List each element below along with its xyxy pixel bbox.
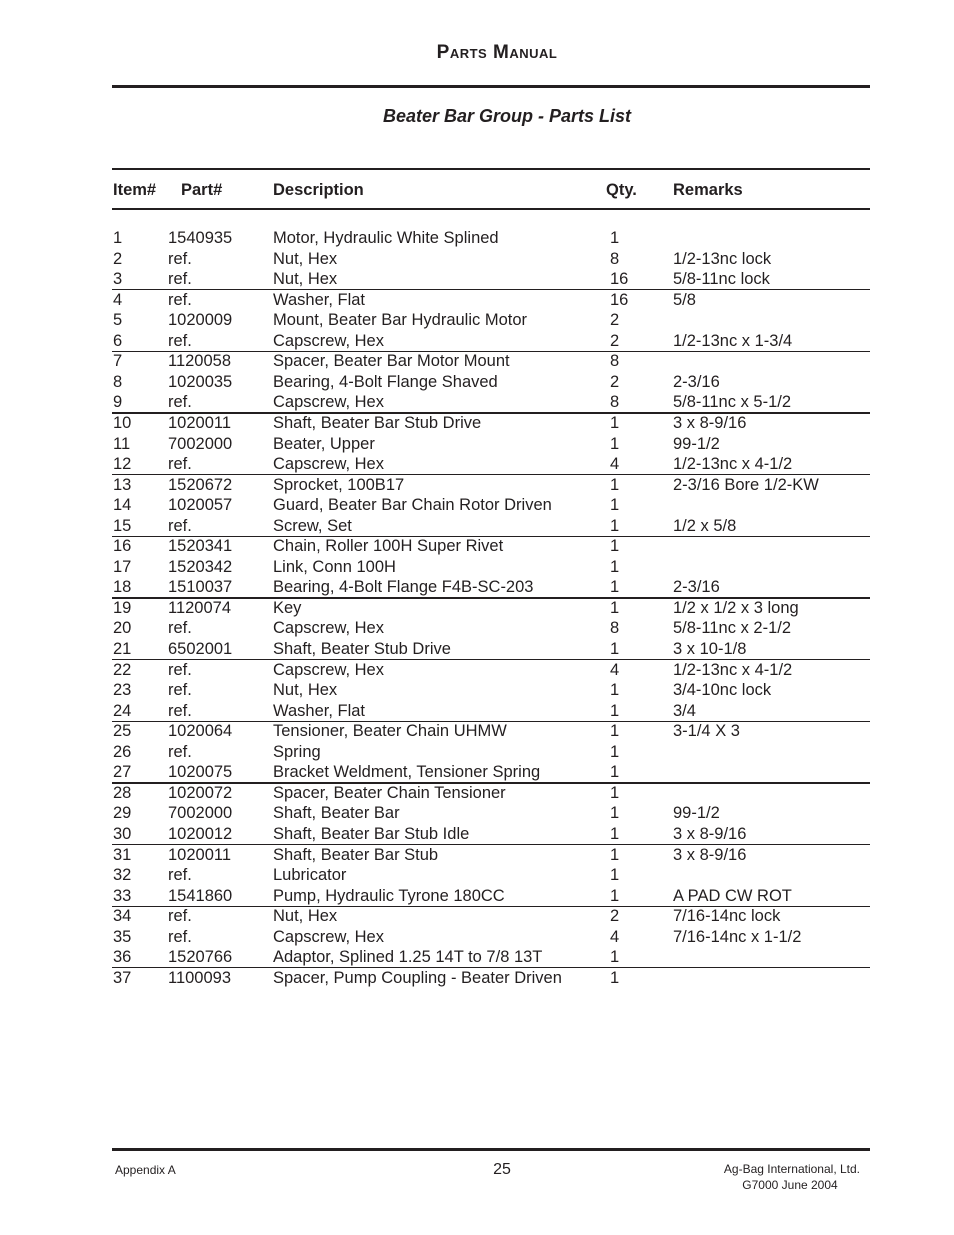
table-row [0,639,954,660]
item-number: 3 [113,270,123,289]
remarks: 2-3/16 [673,578,720,597]
table-row [0,269,954,290]
item-number: 4 [113,290,123,309]
quantity: 1 [610,948,620,967]
column-header-item: Item# [113,181,157,199]
item-number: 29 [113,804,132,823]
quantity: 1 [610,413,620,432]
table-row [0,331,954,352]
part-number: ref. [168,516,192,535]
footer-company: Ag-Bag International, Ltd. [723,1162,860,1176]
part-number: 1520672 [168,475,233,494]
quantity: 2 [610,311,620,330]
quantity: 1 [610,598,620,617]
quantity: 1 [610,845,620,864]
description: Mount, Beater Bar Hydraulic Motor [273,311,528,330]
table-row [0,618,954,639]
remarks: 3 x 8-9/16 [673,845,747,864]
part-number: ref. [168,681,192,700]
table-row [0,598,954,619]
remarks: 5/8-11nc lock [673,270,770,289]
quantity: 1 [610,496,620,515]
quantity: 16 [610,290,629,309]
description: Screw, Set [273,516,352,535]
part-number: ref. [168,660,192,679]
part-number: ref. [168,619,192,638]
quantity: 1 [610,640,620,658]
column-header-qty: Qty. [606,181,637,199]
remarks: 1/2-13nc lock [673,249,772,268]
part-number: 1541860 [168,886,233,905]
part-number: ref. [168,270,192,289]
quantity: 1 [610,866,620,885]
table-row [0,372,954,393]
description: Spacer, Beater Bar Motor Mount [273,352,510,371]
remarks: 3 x 8-9/16 [673,824,747,843]
table-row [0,577,954,598]
description: Pump, Hydraulic Tyrone 180CC [273,886,505,905]
remarks: 7/16-14nc lock [673,907,781,926]
remarks: 3/4-10nc lock [673,681,772,700]
remarks: 99-1/2 [673,804,720,823]
remarks: 3 x 10-1/8 [673,640,747,658]
description: Chain, Roller 100H Super Rivet [273,537,504,556]
quantity: 8 [610,619,620,638]
table-row [0,228,954,249]
item-number: 9 [113,393,123,412]
table-row [0,906,954,927]
item-number: 6 [113,331,123,350]
item-number: 33 [113,886,132,905]
remarks: 1/2-13nc x 1-3/4 [673,331,793,350]
table-row [0,886,954,907]
quantity: 1 [610,434,620,453]
table-row [0,249,954,270]
part-number: 1020072 [168,783,233,802]
item-number: 37 [113,968,132,987]
part-number: ref. [168,331,192,350]
part-number: 1020075 [168,763,233,782]
column-header-part: Part# [181,181,223,199]
part-number: ref. [168,393,192,412]
table-row [0,413,954,434]
table-row [0,742,954,763]
part-number: 1020057 [168,496,233,515]
description: Nut, Hex [273,249,338,268]
remarks: 1/2-13nc x 4-1/2 [673,660,793,679]
quantity: 1 [610,722,620,741]
table-row [0,824,954,845]
description: Shaft, Beater Bar [273,804,400,823]
description: Key [273,598,302,617]
description: Shaft, Beater Bar Stub Idle [273,824,470,843]
table-row [0,557,954,578]
quantity: 1 [610,537,620,556]
quantity: 8 [610,249,620,268]
quantity: 4 [610,455,620,474]
description: Washer, Flat [273,290,365,309]
quantity: 8 [610,393,620,412]
item-number: 32 [113,866,132,885]
item-number: 19 [113,598,132,617]
part-number: 1020012 [168,824,233,843]
description: Nut, Hex [273,907,338,926]
quantity: 1 [610,516,620,535]
description: Capscrew, Hex [273,619,384,638]
part-number: ref. [168,455,192,474]
part-number: ref. [168,249,192,268]
part-number: 1020011 [168,845,232,864]
item-number: 12 [113,455,132,474]
table-row [0,803,954,824]
quantity: 2 [610,372,620,391]
description: Capscrew, Hex [273,660,384,679]
item-number: 10 [113,413,132,432]
part-number: 1520342 [168,557,233,576]
part-number: ref. [168,290,192,309]
item-number: 31 [113,845,132,864]
remarks: 5/8 [673,290,696,309]
footer-publisher [690,1161,860,1193]
table-row [0,351,954,372]
table-row [0,762,954,783]
description: Bearing, 4-Bolt Flange F4B-SC-203 [273,578,534,597]
remarks: 5/8-11nc x 2-1/2 [673,619,792,638]
quantity: 1 [610,557,620,576]
description: Bearing, 4-Bolt Flange Shaved [273,372,498,391]
part-number: 1520341 [168,537,233,556]
quantity: 1 [610,475,620,494]
description: Spacer, Beater Chain Tensioner [273,783,506,802]
remarks: 2-3/16 [673,372,720,391]
table-row [0,495,954,516]
description: Capscrew, Hex [273,393,384,412]
item-number: 23 [113,681,132,700]
quantity: 2 [610,331,620,350]
remarks: 7/16-14nc x 1-1/2 [673,927,802,946]
table-row [0,927,954,948]
description: Capscrew, Hex [273,455,384,474]
table-row [0,680,954,701]
remarks: 1/2-13nc x 4-1/2 [673,455,793,474]
quantity: 4 [610,927,620,946]
part-number: 1020009 [168,311,233,330]
item-number: 28 [113,783,132,802]
table-row [0,721,954,742]
description: Spring [273,742,321,761]
quantity: 1 [610,742,620,761]
footer-appendix: Appendix A [115,1163,176,1177]
item-number: 1 [113,229,123,247]
description: Shaft, Beater Bar Stub Drive [273,413,482,432]
description: Nut, Hex [273,681,338,700]
item-number: 22 [113,660,132,679]
item-number: 35 [113,927,132,946]
description: Guard, Beater Bar Chain Rotor Driven [273,496,552,515]
quantity: 1 [610,824,620,843]
description: Shaft, Beater Stub Drive [273,640,451,658]
table-row [0,536,954,557]
part-number: 1020064 [168,722,233,741]
section-title: Beater Bar Group - Parts List [382,106,632,126]
description: Link, Conn 100H [273,557,396,576]
table-row [0,290,954,311]
quantity: 1 [610,701,620,720]
footer-doc-id: G7000 June 2004 [742,1178,838,1192]
remarks: 1/2 x 5/8 [673,516,737,535]
part-number: ref. [168,927,192,946]
description: Capscrew, Hex [273,331,384,350]
quantity: 4 [610,660,620,679]
item-number: 14 [113,496,132,515]
remarks: 2-3/16 Bore 1/2-KW [673,475,819,494]
footer-rule [112,1148,870,1151]
item-number: 16 [113,537,132,556]
part-number: ref. [168,701,192,720]
item-number: 25 [113,722,132,741]
table-row [0,475,954,496]
item-number: 11 [113,434,131,453]
part-number: 1540935 [168,229,233,247]
column-header-description: Description [273,181,364,199]
part-number: 1120058 [168,352,232,371]
page-number: 25 [493,1161,511,1178]
table-row [0,516,954,537]
description: Tensioner, Beater Chain UHMW [273,722,507,741]
item-number: 34 [113,907,132,926]
part-number: ref. [168,866,192,885]
part-number: 1020011 [168,413,232,432]
description: Nut, Hex [273,270,338,289]
table-row [0,865,954,886]
item-number: 21 [113,640,132,658]
item-number: 27 [113,763,132,782]
page-header-title: Parts Manual [436,42,558,63]
column-header-remarks: Remarks [673,181,743,199]
table-row [0,845,954,866]
item-number: 18 [113,578,132,597]
part-number: 1020035 [168,372,233,391]
description: Motor, Hydraulic White Splined [273,229,499,247]
item-number: 8 [113,372,123,391]
table-row [0,434,954,455]
table-row [0,947,954,968]
table-row [0,454,954,475]
part-number: ref. [168,907,192,926]
part-number: 7002000 [168,804,233,823]
table-row [0,310,954,331]
item-number: 17 [113,557,132,576]
description: Adaptor, Splined 1.25 14T to 7/8 13T [273,948,543,967]
quantity: 1 [610,763,620,782]
description: Shaft, Beater Bar Stub [273,845,439,864]
table-row [0,968,954,989]
part-number: 6502001 [168,640,233,658]
quantity: 8 [610,352,620,371]
description: Sprocket, 100B17 [273,475,405,494]
quantity: 1 [610,229,620,247]
part-number: 1100093 [168,968,232,987]
item-number: 36 [113,948,132,967]
item-number: 20 [113,619,132,638]
table-row [0,392,954,413]
description: Beater, Upper [273,434,375,453]
part-number: 1120074 [168,598,232,617]
item-number: 13 [113,475,132,494]
remarks: 99-1/2 [673,434,720,453]
item-number: 24 [113,701,132,720]
table-row [0,660,954,681]
quantity: 1 [610,681,620,700]
table-row [0,783,954,804]
table-row [0,701,954,722]
part-number: 1510037 [168,578,233,597]
part-number: 1520766 [168,948,233,967]
description: Bracket Weldment, Tensioner Spring [273,763,541,782]
part-number: 7002000 [168,434,233,453]
item-number: 5 [113,311,123,330]
quantity: 1 [610,886,620,905]
quantity: 16 [610,270,629,289]
item-number: 15 [113,516,132,535]
quantity: 2 [610,907,620,926]
part-number: ref. [168,742,192,761]
quantity: 1 [610,804,620,823]
quantity: 1 [610,968,620,987]
item-number: 30 [113,824,132,843]
quantity: 1 [610,578,620,597]
quantity: 1 [610,783,620,802]
remarks: 3 x 8-9/16 [673,413,747,432]
item-number: 2 [113,249,123,268]
description: Spacer, Pump Coupling - Beater Driven [273,968,562,987]
item-number: 7 [113,352,123,371]
item-number: 26 [113,742,132,761]
description: Capscrew, Hex [273,927,384,946]
remarks: A PAD CW ROT [673,886,792,905]
description: Lubricator [273,866,347,885]
remarks: 3-1/4 X 3 [673,722,740,741]
remarks: 1/2 x 1/2 x 3 long [673,598,799,617]
remarks: 5/8-11nc x 5-1/2 [673,393,792,412]
description: Washer, Flat [273,701,365,720]
remarks: 3/4 [673,701,696,720]
